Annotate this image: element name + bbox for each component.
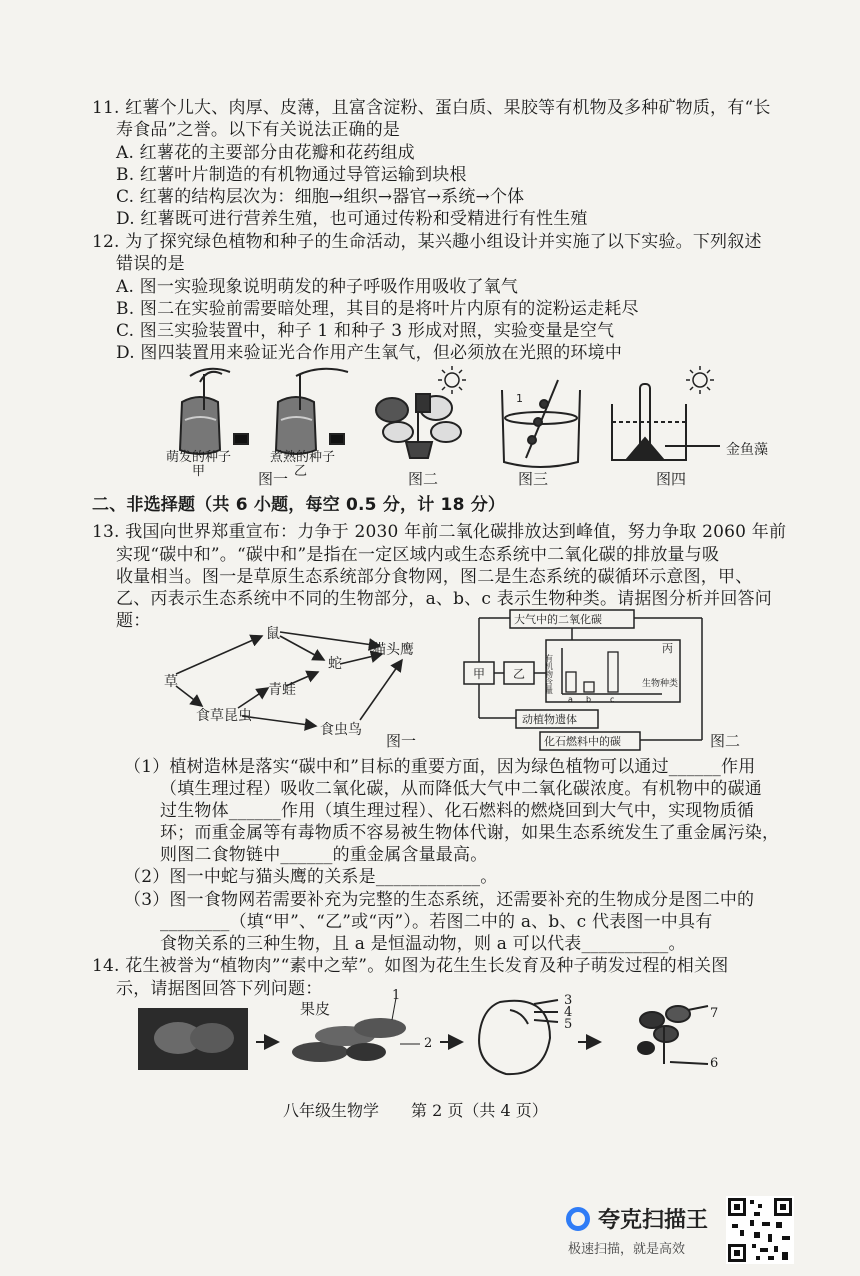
q11-option-b: B. 红薯叶片制造的有机物通过导管运输到块根	[116, 165, 467, 185]
q11-option-a: A. 红薯花的主要部分由花瓣和花药组成	[116, 143, 415, 163]
label-5: 5	[564, 1017, 573, 1032]
goldfish-weed-tank	[612, 384, 720, 460]
peanut-growth-figure	[130, 990, 730, 1080]
carbon-cycle-caption: 图二	[710, 732, 741, 750]
q12-experiment-figures	[160, 362, 780, 487]
q13-s3-line2: ________（填“甲”、“乙”或“丙”）。若图二中的 a、b、c 代表图一中具有	[160, 912, 713, 932]
svg-text:1: 1	[516, 392, 523, 405]
jar2-sublabel: 乙	[294, 464, 308, 479]
brand-name: 夸克扫描王	[598, 1208, 709, 1233]
q11-option-d: D. 红薯既可进行营养生殖，也可通过传粉和受精进行有性生殖	[116, 209, 588, 229]
chart-tick-b: b	[586, 695, 592, 704]
web-snake: 蛇	[328, 656, 342, 672]
chart-xlabel: 生物种类	[642, 679, 679, 689]
web-bird: 食虫鸟	[320, 722, 362, 738]
quark-logo-icon	[566, 1207, 590, 1231]
q13-para-line5: 题：	[116, 611, 151, 631]
bar-a	[566, 672, 576, 692]
peanut-seed-section	[479, 1000, 558, 1074]
fig1-caption: 图一	[258, 470, 289, 488]
jar1-label: 萌发的种子	[166, 450, 232, 465]
q14-para-line1: 14. 花生被誉为“植物肉”“素中之荤”。如图为花生生长发育及种子萌发过程的相关图	[92, 956, 729, 976]
q13-s3-line3: 食物关系的三种生物，且 a 是恒温动物，则 a 可以代表__________。	[160, 934, 686, 954]
cycle-bing: 丙	[662, 642, 673, 655]
fig4-caption: 图四	[656, 470, 687, 488]
q12-option-b: B. 图二在实验前需要暗处理，其目的是将叶片内原有的淀粉运走耗尽	[116, 299, 639, 319]
q12-stem-line2: 错误的是	[116, 254, 185, 274]
label-3: 3	[564, 993, 573, 1008]
web-insect: 食草昆虫	[196, 708, 252, 724]
goldfish-weed-label: 金鱼藻	[726, 442, 768, 458]
web-mouse: 鼠	[266, 626, 280, 642]
q13-para-line1: 13. 我国向世界郑重宣布：力争于 2030 年前二氧化碳排放达到峰值，努力争取 2060 年前	[92, 522, 787, 542]
q12-option-d: D. 图四装置用来验证光合作用产生氧气，但必须放在光照的环境中	[116, 343, 623, 363]
q11-stem-line2: 寿食品”之誉。以下有关说法正确的是	[116, 120, 401, 140]
q14-para-line2: 示，请据图回答下列问题：	[116, 979, 323, 999]
chart-ylabel: 有机物含量	[544, 654, 554, 694]
web-frog: 青蛙	[268, 682, 296, 698]
q13-s1-line2: （填生理过程）吸收二氧化碳，从而降低大气中二氧化碳浓度。有机物中的碳通	[160, 779, 762, 799]
q13-s2: （2）图一中蛇与猫头鹰的关系是____________。	[124, 867, 498, 887]
sun-icon	[438, 366, 466, 394]
jar2-label: 煮熟的种子	[270, 450, 336, 465]
food-web-diagram	[140, 616, 460, 748]
q12-stem-line1: 12. 为了探究绿色植物和种子的生命活动，某兴趣小组设计并实施了以下实验。下列叙述	[92, 232, 762, 252]
section-heading: 二、非选择题（共 6 小题，每空 0.5 分，计 18 分）	[92, 495, 506, 515]
jar-germinating-seeds	[180, 369, 248, 454]
cycle-remains: 动植物遗体	[522, 713, 577, 726]
bar-b	[584, 682, 594, 692]
chart-tick-c: c	[610, 695, 615, 704]
q13-s1-line5: 则图二食物链中______的重金属含量最高。	[160, 845, 488, 865]
brand-slogan: 极速扫描，就是高效	[568, 1242, 686, 1257]
fig2-caption: 图二	[408, 470, 439, 488]
q13-s1-line1: （1）植树造林是落实“碳中和”目标的重要方面，因为绿色植物可以通过______作用	[124, 757, 756, 777]
scanner-watermark	[566, 1203, 708, 1257]
jar-cooked-seeds	[276, 369, 348, 454]
q11-stem-line1: 11. 红薯个儿大、肉厚、皮薄，且富含淀粉、蛋白质、果胶等有机物及多种矿物质，有“长	[92, 98, 771, 118]
peanut-seedling	[638, 1006, 708, 1064]
qr-code-icon	[726, 1196, 794, 1264]
label-2: 2	[424, 1036, 433, 1051]
jar1-sublabel: 甲	[192, 464, 206, 479]
cycle-jia: 甲	[473, 667, 486, 681]
q13-para-line4: 乙、丙表示生态系统中不同的生物部分，a、b、c 表示生物种类。请据图分析并回答问	[116, 589, 772, 609]
q13-para-line3: 收量相当。图一是草原生态系统部分食物网，图二是生态系统的碳循环示意图，甲、	[116, 567, 753, 587]
sun-icon	[686, 366, 714, 394]
q11-option-c: C. 红薯的结构层次为：细胞→组织→器官→系统→个体	[116, 187, 525, 207]
q12-option-c: C. 图三实验装置中，种子 1 和种子 3 形成对照，实验变量是空气	[116, 321, 615, 341]
q13-s1-line3: 过生物体______作用（填生理过程）、化石燃料的燃烧回到大气中，实现物质循	[160, 801, 755, 821]
web-grass: 草	[164, 674, 178, 690]
label-1: 1	[392, 988, 401, 1003]
organic-matter-bars	[566, 652, 618, 692]
q13-para-line2: 实现“碳中和”。“碳中和”是指在一定区域内或生态系统中二氧化碳的排放量与吸	[116, 545, 720, 565]
chart-tick-a: a	[568, 695, 573, 704]
q12-option-a: A. 图一实验现象说明萌发的种子呼吸作用吸收了氧气	[116, 277, 519, 297]
fig3-caption: 图三	[518, 470, 549, 488]
carbon-cycle-diagram	[462, 606, 722, 752]
q13-s3-line1: （3）图一食物网若需要补充为完整的生态系统，还需要补充的生物成分是图二中的	[124, 890, 755, 910]
pericarp-label: 果皮	[300, 1000, 331, 1018]
web-owl: 猫头鹰	[372, 642, 414, 658]
label-7: 7	[710, 1006, 719, 1021]
cycle-co2: 大气中的二氧化碳	[514, 613, 602, 626]
plant-with-covered-leaf	[376, 394, 461, 458]
cycle-fossil: 化石燃料中的碳	[544, 735, 621, 748]
beaker-seeds-apparatus	[502, 380, 580, 467]
page-footer: 八年级生物学 第 2 页（共 4 页）	[283, 1101, 548, 1120]
q13-s1-line4: 环；而重金属等有毒物质不容易被生物体代谢，如果生态系统发生了重金属污染，	[160, 823, 780, 843]
food-web-caption: 图一	[386, 732, 417, 750]
cycle-yi: 乙	[513, 667, 526, 681]
bar-c	[608, 652, 618, 692]
label-4: 4	[564, 1005, 573, 1020]
label-6: 6	[710, 1056, 719, 1071]
